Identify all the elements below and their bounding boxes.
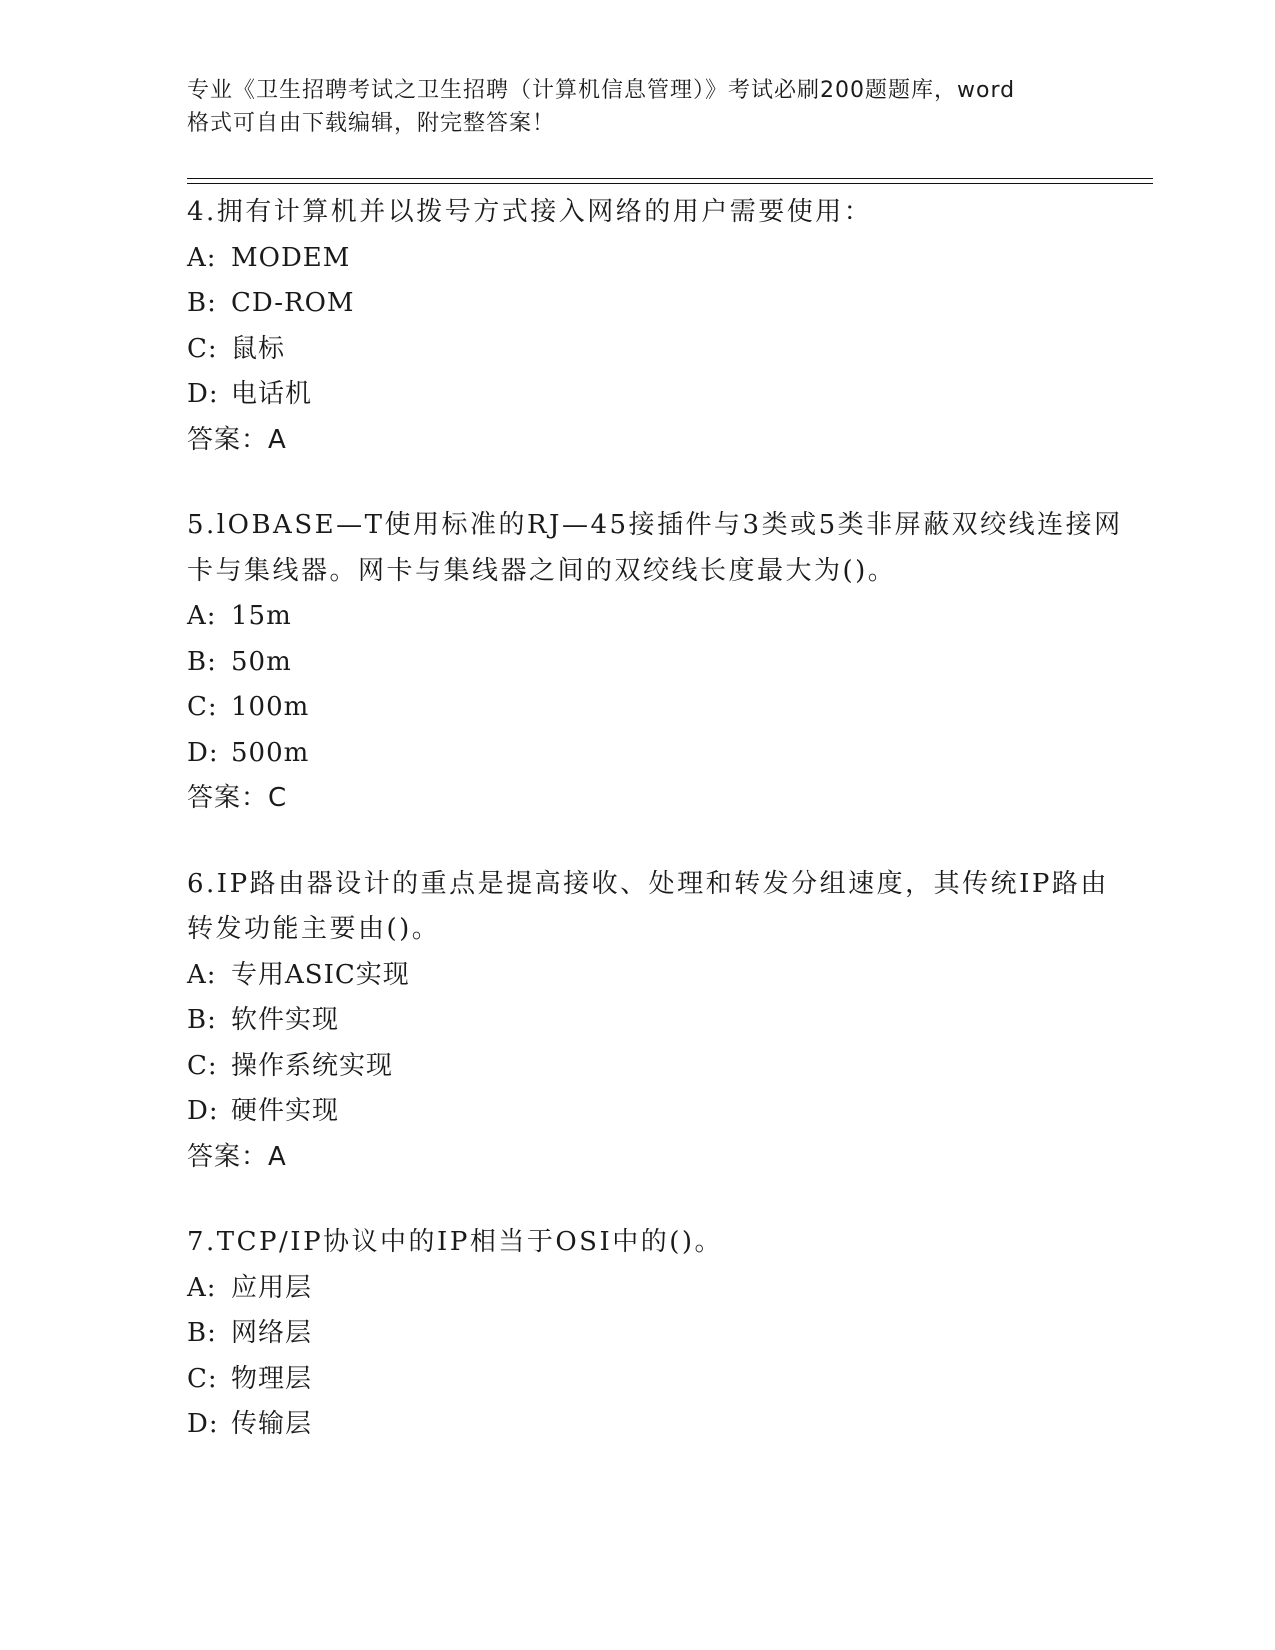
option-b bbox=[187, 281, 1127, 327]
question-stem: 4.拥有计算机并以拨号方式接入网络的用户需要使用： bbox=[187, 197, 873, 227]
answer-label: 答案：C bbox=[187, 783, 288, 813]
option-letter: B: bbox=[187, 288, 217, 318]
option-text: MODEM bbox=[231, 242, 351, 273]
option-d bbox=[187, 1402, 1127, 1448]
option-d bbox=[187, 372, 1127, 418]
option-letter: B: bbox=[187, 1005, 217, 1035]
option-text: 硬件实现 bbox=[231, 1096, 340, 1126]
option-text: 操作系统实现 bbox=[231, 1050, 394, 1081]
document-header bbox=[187, 74, 1087, 140]
option-letter: A: bbox=[187, 1272, 217, 1303]
question-5 bbox=[187, 503, 1127, 822]
option-d bbox=[187, 731, 1127, 777]
option-text: 应用层 bbox=[231, 1272, 313, 1303]
option-letter: C: bbox=[187, 333, 218, 364]
option-letter: C: bbox=[187, 1363, 218, 1394]
option-text: 15m bbox=[231, 601, 292, 631]
question-4 bbox=[187, 190, 1127, 463]
option-text: 鼠标 bbox=[231, 333, 286, 364]
option-text: 500m bbox=[231, 737, 310, 768]
option-text: 软件实现 bbox=[231, 1005, 340, 1035]
option-b bbox=[187, 998, 1127, 1044]
question-7 bbox=[187, 1220, 1127, 1448]
answer-label: 答案：A bbox=[187, 424, 287, 455]
option-b bbox=[187, 1311, 1127, 1357]
option-text: 网络层 bbox=[231, 1318, 313, 1348]
option-text: 电话机 bbox=[231, 379, 313, 409]
option-a bbox=[187, 594, 1127, 640]
option-letter: A: bbox=[187, 601, 217, 631]
option-d bbox=[187, 1089, 1127, 1135]
option-letter: C: bbox=[187, 1050, 218, 1081]
option-letter: A: bbox=[187, 242, 217, 273]
answer-label: 答案：A bbox=[187, 1141, 287, 1172]
option-c bbox=[187, 1357, 1127, 1403]
option-text: 专用ASIC实现 bbox=[231, 959, 410, 990]
question-stem: 6.IP路由器设计的重点是提高接收、处理和转发分组速度，其传统IP路由转发功能主要由()。 bbox=[187, 868, 1109, 944]
question-stem: 7.TCP/IP协议中的IP相当于OSI中的()。 bbox=[187, 1227, 724, 1257]
question-6 bbox=[187, 862, 1127, 1181]
option-text: 物理层 bbox=[231, 1363, 313, 1394]
option-text: 50m bbox=[231, 646, 292, 677]
header-line-2: 格式可自由下载编辑，附完整答案！ bbox=[187, 111, 556, 136]
header-divider-bottom bbox=[187, 183, 1153, 184]
header-line-1: 专业《卫生招聘考试之卫生招聘（计算机信息管理）》考试必刷200题题库，word bbox=[187, 78, 1016, 103]
option-letter: B: bbox=[187, 646, 217, 677]
option-c bbox=[187, 327, 1127, 373]
option-c bbox=[187, 685, 1127, 731]
option-letter: D: bbox=[187, 737, 219, 768]
option-text: 传输层 bbox=[231, 1409, 313, 1439]
option-letter: A: bbox=[187, 959, 217, 990]
question-stem: 5.lOBASE—T使用标准的RJ—45接插件与3类或5类非屏蔽双绞线连接网卡与集线器。网卡与集线器之间的双绞线长度最大为()。 bbox=[187, 510, 1123, 586]
option-text: 100m bbox=[231, 692, 310, 722]
option-a bbox=[187, 1266, 1127, 1312]
question-list bbox=[187, 190, 1127, 1488]
option-letter: D: bbox=[187, 379, 219, 409]
header-divider-top bbox=[187, 178, 1153, 179]
option-b bbox=[187, 640, 1127, 686]
option-text: CD-ROM bbox=[231, 288, 355, 318]
option-letter: C: bbox=[187, 692, 218, 722]
option-letter: D: bbox=[187, 1096, 219, 1126]
option-a bbox=[187, 953, 1127, 999]
option-letter: B: bbox=[187, 1318, 217, 1348]
option-letter: D: bbox=[187, 1409, 219, 1439]
option-c bbox=[187, 1044, 1127, 1090]
option-a bbox=[187, 236, 1127, 282]
